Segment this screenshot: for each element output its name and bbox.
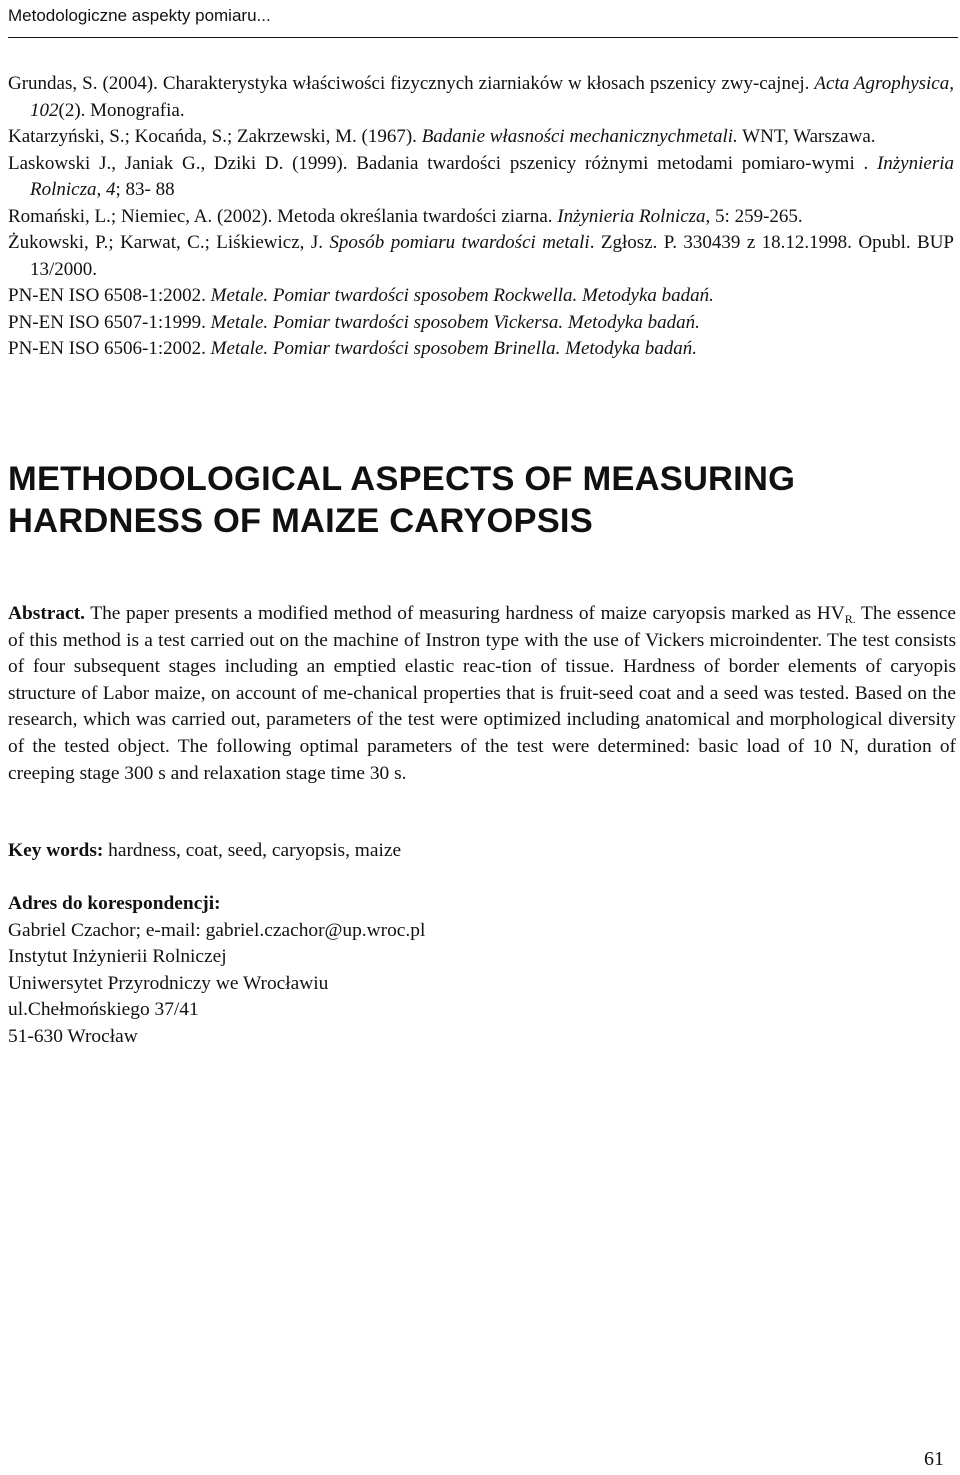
reference-text: Katarzyński, S.; Kocańda, S.; Zakrzewski, M. (1967).: [8, 126, 422, 147]
english-title: [8, 458, 954, 542]
reference-text: PN-EN ISO 6508-1:2002.: [8, 285, 211, 306]
page-number: 61: [924, 1448, 944, 1470]
keywords-line: [8, 838, 954, 865]
references-list: [8, 71, 954, 363]
reference-journal: Acta Agrophysica, 102: [30, 73, 954, 121]
reference-item: [8, 204, 954, 231]
correspondence-line: Instytut Inżynierii Rolniczej: [8, 946, 227, 967]
reference-item: [8, 310, 954, 337]
reference-title: Metale. Pomiar twardości sposobem Vickersa. Metodyka badań.: [210, 311, 700, 333]
reference-text: Laskowski J., Janiak G., Dziki D. (1999). Badania twardości pszenicy różnymi metodami pomiaro-wymi .: [8, 152, 877, 174]
reference-title: Metale. Pomiar twardości sposobem Brinella. Metodyka badań.: [210, 338, 698, 359]
reference-title: Metale. Pomiar twardości sposobem Rockwella. Metodyka badań.: [210, 285, 714, 306]
reference-item: [8, 336, 954, 363]
abstract-label: Abstract.: [8, 603, 86, 624]
reference-item: [8, 124, 954, 151]
reference-journal: Badanie własności mechanicznychmetali.: [421, 126, 738, 147]
reference-text: PN-EN ISO 6507-1:1999.: [8, 311, 211, 333]
reference-text: , 5: 259-265.: [705, 205, 803, 227]
abstract-paragraph: [8, 601, 956, 787]
abstract-text: The paper presents a modified method of measuring hardness of maize caryopsis marked as HV: [85, 603, 845, 624]
reference-text: Grundas, S. (2004). Charakterystyka właściwości fizycznych ziarniaków w kłosach pszenicy zwy-cajnej.: [8, 73, 815, 94]
reference-text: Romański, L.; Niemiec, A. (2002). Metoda określania twardości ziarna.: [8, 205, 558, 227]
running-header: Metodologiczne aspekty pomiaru...: [8, 6, 271, 25]
reference-item: [8, 230, 954, 283]
correspondence-line: 51-630 Wrocław: [8, 1025, 138, 1047]
reference-journal: Sposób pomiaru twardości metali: [329, 232, 590, 253]
correspondence-line: ul.Chełmońskiego 37/41: [8, 999, 199, 1020]
correspondence-heading: Adres do korespondencji:: [8, 893, 221, 914]
reference-text: Żukowski, P.; Karwat, C.; Liśkiewicz, J.: [8, 232, 330, 253]
reference-item: [8, 283, 954, 310]
correspondence-line: Gabriel Czachor; e-mail: gabriel.czachor@up.wroc.pl: [8, 919, 426, 941]
title-line: HARDNESS OF MAIZE CARYOPSIS: [8, 502, 593, 540]
reference-journal: Inżynieria Rolnicza, 4: [30, 152, 954, 200]
correspondence-line: Uniwersytet Przyrodniczy we Wrocławiu: [8, 972, 329, 994]
reference-text: . Zgłosz. P. 330439 z 18.12.1998. Opubl. BUP 13/2000.: [30, 232, 954, 280]
keywords-label: Key words:: [8, 840, 104, 861]
abstract-subscript: R.: [844, 612, 856, 626]
reference-item: [8, 71, 954, 124]
reference-text: ; 83- 88: [115, 179, 175, 200]
reference-text: WNT, Warszawa.: [737, 126, 876, 147]
abstract-text: The essence of this method is a test carried out on the machine of Instron type with the use of Vickers microindenter. The test consists of four subsequent stages including an emptied elastic reac-tion of tissue. Hardness of border elements of caryopis structure of Labor maize, on account of me-chanical properties that is fruit-seed coat and a seed was tested. Based on the research, which was carried out, parameters of the test were optimized including anatomical and morphological diversity of the tested object. The following optimal parameters of the test were determined: basic load of 10 N, duration of creeping stage 300 s and relaxation stage time 30 s.: [8, 603, 956, 784]
reference-journal: Inżynieria Rolnicza: [557, 205, 706, 227]
title-line: METHODOLOGICAL ASPECTS OF MEASURING: [8, 460, 796, 498]
keywords-text: hardness, coat, seed, caryopsis, maize: [103, 840, 402, 861]
reference-item: [8, 151, 954, 204]
correspondence-block: [8, 891, 954, 1050]
reference-text: (2). Monografia.: [58, 99, 185, 121]
reference-text: PN-EN ISO 6506-1:2002.: [8, 338, 211, 359]
header-rule: [8, 37, 958, 38]
